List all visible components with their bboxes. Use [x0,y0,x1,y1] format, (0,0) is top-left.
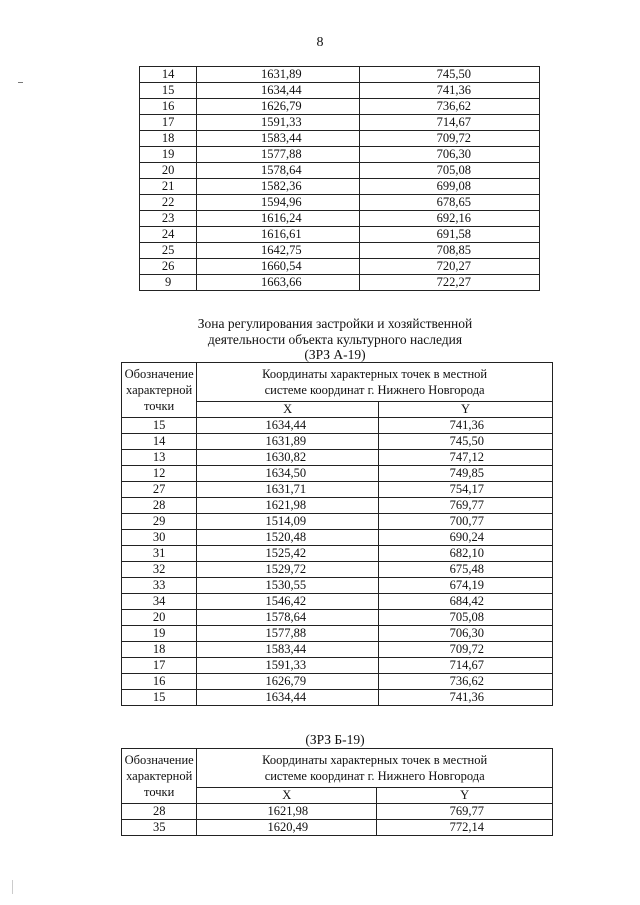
point-number-cell: 31 [122,546,197,562]
y-coordinate-cell: 736,62 [359,99,539,115]
y-coordinate-cell: 682,10 [379,546,553,562]
x-coordinate-cell: 1621,98 [197,498,379,514]
col-point-header-line2: характерной [126,383,193,397]
x-coordinate-cell: 1631,89 [197,434,379,450]
x-coordinate-cell: 1642,75 [197,243,359,259]
point-number-cell: 14 [122,434,197,450]
point-number-cell: 32 [122,562,197,578]
table-row [140,227,540,243]
y-coordinate-cell: 736,62 [379,674,553,690]
point-number-cell: 15 [122,418,197,434]
point-number-cell: 19 [140,147,197,163]
point-number-cell: 13 [122,450,197,466]
y-coordinate-cell: 692,16 [359,211,539,227]
x-coordinate-cell: 1616,61 [197,227,359,243]
point-number-cell: 9 [140,275,197,291]
x-coordinate-cell: 1621,98 [197,804,377,820]
point-number-cell: 19 [122,626,197,642]
point-number-cell: 20 [140,163,197,179]
x-coordinate-cell: 1583,44 [197,642,379,658]
table-row [122,804,553,820]
point-number-cell: 33 [122,578,197,594]
point-number-cell: 26 [140,259,197,275]
point-number-cell: 15 [140,83,197,99]
y-coordinate-cell: 749,85 [379,466,553,482]
x-coordinate-cell: 1620,49 [197,820,377,836]
x-coordinate-cell: 1634,50 [197,466,379,482]
y-coordinate-cell: 678,65 [359,195,539,211]
y-coordinate-cell: 741,36 [379,418,553,434]
x-coordinate-cell: 1546,42 [197,594,379,610]
y-coordinate-cell: 700,77 [379,514,553,530]
x-coordinate-cell: 1634,44 [197,690,379,706]
x-coordinate-cell: 1525,42 [197,546,379,562]
table-row [122,674,553,690]
point-number-cell: 12 [122,466,197,482]
point-number-cell: 17 [140,115,197,131]
col-y-header: Y [377,788,553,804]
page-number: 8 [316,35,324,50]
y-coordinate-cell: 720,27 [359,259,539,275]
point-number-cell: 21 [140,179,197,195]
x-coordinate-cell: 1529,72 [197,562,379,578]
point-number-cell: 28 [122,804,197,820]
y-coordinate-cell: 691,58 [359,227,539,243]
table-row [140,67,540,83]
x-coordinate-cell: 1663,66 [197,275,359,291]
point-number-cell: 24 [140,227,197,243]
point-number-cell: 30 [122,530,197,546]
table-row [122,642,553,658]
table-row [140,275,540,291]
col-y-header: Y [379,402,553,418]
x-coordinate-cell: 1530,55 [197,578,379,594]
table-row [140,83,540,99]
y-coordinate-cell: 709,72 [379,642,553,658]
x-coordinate-cell: 1626,79 [197,674,379,690]
col-point-header [122,749,197,804]
zone-a-coordinates-table [121,362,553,706]
x-coordinate-cell: 1626,79 [197,99,359,115]
y-coordinate-cell: 705,08 [379,610,553,626]
y-coordinate-cell: 709,72 [359,131,539,147]
x-coordinate-cell: 1631,89 [197,67,359,83]
x-coordinate-cell: 1594,96 [197,195,359,211]
x-coordinate-cell: 1582,36 [197,179,359,195]
x-coordinate-cell: 1630,82 [197,450,379,466]
point-number-cell: 18 [140,131,197,147]
table-row [140,259,540,275]
x-coordinate-cell: 1514,09 [197,514,379,530]
table-row [122,626,553,642]
point-number-cell: 22 [140,195,197,211]
zone-a-heading-line3: (ЗРЗ А-19) [304,347,366,362]
x-coordinate-cell: 1634,44 [197,418,379,434]
x-coordinate-cell: 1578,64 [197,163,359,179]
point-number-cell: 28 [122,498,197,514]
table-row [122,498,553,514]
point-number-cell: 16 [140,99,197,115]
table-row [122,434,553,450]
zone-a-heading-line2: деятельности объекта культурного наследия [207,331,463,347]
y-coordinate-cell: 705,08 [359,163,539,179]
point-number-cell: 29 [122,514,197,530]
col-coords-header-line2: системе координат г. Нижнего Новгорода [264,769,485,783]
y-coordinate-cell: 706,30 [359,147,539,163]
y-coordinate-cell: 690,24 [379,530,553,546]
table-row [122,514,553,530]
x-coordinate-cell: 1520,48 [197,530,379,546]
x-coordinate-cell: 1578,64 [197,610,379,626]
point-number-cell: 15 [122,690,197,706]
table-row [122,820,553,836]
y-coordinate-cell: 684,42 [379,594,553,610]
table-row [122,418,553,434]
table-row [140,147,540,163]
x-coordinate-cell: 1660,54 [197,259,359,275]
col-x-header: X [197,788,377,804]
table-row [122,690,553,706]
col-point-header-line3: точки [144,785,175,799]
y-coordinate-cell: 674,19 [379,578,553,594]
y-coordinate-cell: 699,08 [359,179,539,195]
table-row [122,562,553,578]
table-row [140,99,540,115]
table-row [122,450,553,466]
col-coords-header-line1: Координаты характерных точек в местной [262,753,488,767]
point-number-cell: 16 [122,674,197,690]
y-coordinate-cell: 769,77 [379,498,553,514]
point-number-cell: 17 [122,658,197,674]
point-number-cell: 25 [140,243,197,259]
y-coordinate-cell: 741,36 [379,690,553,706]
zone-a-heading [0,316,640,363]
table-row [140,179,540,195]
x-coordinate-cell: 1634,44 [197,83,359,99]
point-number-cell: 23 [140,211,197,227]
table-row [122,530,553,546]
col-coords-header [197,363,553,402]
table-row [140,211,540,227]
y-coordinate-cell: 772,14 [377,820,553,836]
x-coordinate-cell: 1577,88 [197,626,379,642]
table-row [122,546,553,562]
y-coordinate-cell: 769,77 [377,804,553,820]
col-point-header-line3: точки [143,399,175,413]
table-row [122,482,553,498]
col-point-header-line2: характерной [126,769,193,783]
y-coordinate-cell: 747,12 [379,450,553,466]
y-coordinate-cell: 745,50 [379,434,553,450]
point-number-cell: 18 [122,642,197,658]
table-row [122,466,553,482]
margin-mark [12,880,13,894]
x-coordinate-cell: 1591,33 [197,658,379,674]
table-row [140,163,540,179]
y-coordinate-cell: 722,27 [359,275,539,291]
table-row [122,658,553,674]
y-coordinate-cell: 754,17 [379,482,553,498]
coordinates-table-continued [139,66,540,291]
table-row [140,115,540,131]
point-number-cell: 20 [122,610,197,626]
col-coords-header-line1: Координаты характерных точек в местной [262,367,488,381]
col-point-header-line1: Обозначение [124,753,194,767]
table-row [140,243,540,259]
y-coordinate-cell: 745,50 [359,67,539,83]
table-row [140,195,540,211]
zone-a-heading-line1: Зона регулирования застройки и хозяйственной [197,316,473,331]
y-coordinate-cell: 714,67 [359,115,539,131]
y-coordinate-cell: 708,85 [359,243,539,259]
point-number-cell: 34 [122,594,197,610]
y-coordinate-cell: 706,30 [379,626,553,642]
x-coordinate-cell: 1616,24 [197,211,359,227]
col-coords-header [197,749,553,788]
x-coordinate-cell: 1577,88 [197,147,359,163]
table-row [140,131,540,147]
col-point-header-line1: Обозначение [124,367,194,381]
table-row [122,610,553,626]
table-row [122,594,553,610]
zone-b-coordinates-table [121,748,553,836]
x-coordinate-cell: 1583,44 [197,131,359,147]
margin-mark [18,82,23,83]
point-number-cell: 27 [122,482,197,498]
col-point-header [122,363,197,418]
zone-b-heading: (ЗРЗ Б-19) [305,732,365,747]
y-coordinate-cell: 741,36 [359,83,539,99]
x-coordinate-cell: 1591,33 [197,115,359,131]
x-coordinate-cell: 1631,71 [197,482,379,498]
point-number-cell: 14 [140,67,197,83]
table-row [122,578,553,594]
col-coords-header-line2: системе координат г. Нижнего Новгорода [264,383,485,397]
col-x-header: X [197,402,379,418]
point-number-cell: 35 [122,820,197,836]
y-coordinate-cell: 714,67 [379,658,553,674]
y-coordinate-cell: 675,48 [379,562,553,578]
